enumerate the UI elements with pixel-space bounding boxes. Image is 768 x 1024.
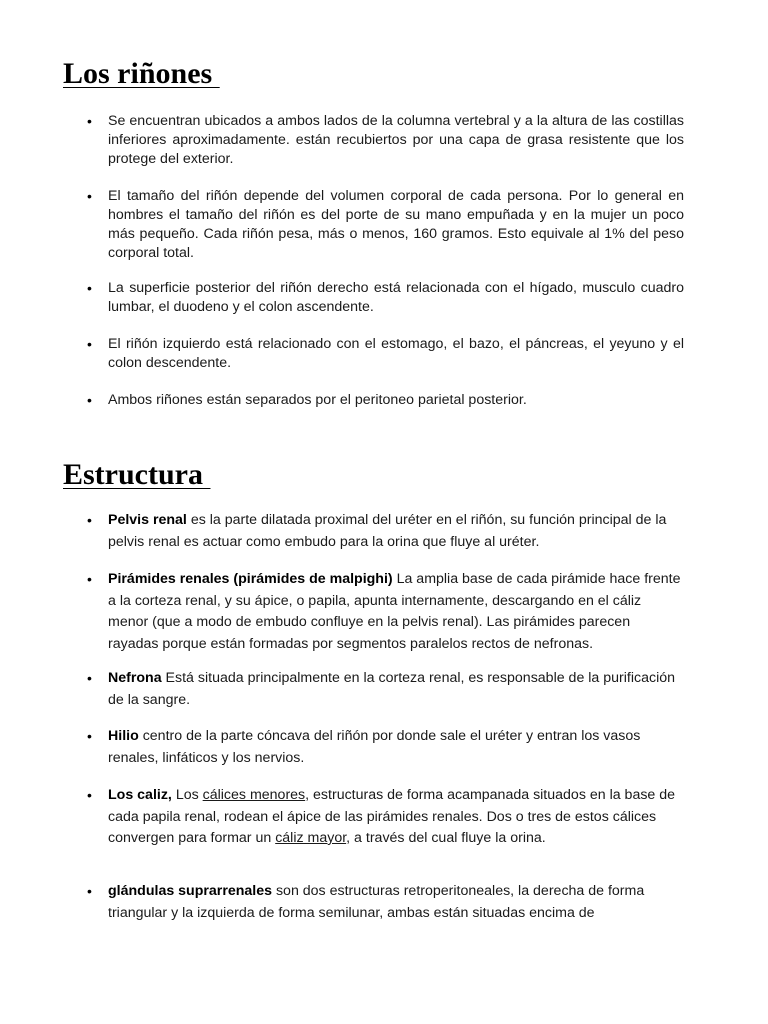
list-item: [108, 668, 684, 711]
term-nefrona: Nefrona: [108, 670, 162, 686]
list-item: [108, 569, 684, 655]
term-piramides-renales: Pirámides renales (pirámides de malpighi): [108, 571, 393, 587]
list-item: • El tamaño del riñón depende del volumen corporal de cada persona. Por lo general en hombres el tamaño del riñón es del porte de su mano empuñada y en la mujer un poco más pequeño. Cada riñón pesa, más o menos, 160 gramos. Esto equivale al 1% del peso corporal total.: [108, 187, 684, 263]
list-item: • Se encuentran ubicados a ambos lados de la columna vertebral y a la altura de las costillas inferiores aproximadamente. están recubiertos por una capa de grasa resistente que los protege del exterior.: [108, 112, 684, 169]
definition-text: , estructuras de forma acampanada situados en la base de cada papila renal, rodean el ápice de las pirámides renales. Dos o tres de estos cálices convergen para formar un: [108, 787, 676, 846]
term-glandulas-suprarrenales: glándulas suprarrenales: [108, 883, 273, 899]
link-calices-menores[interactable]: cálices menores: [202, 787, 306, 803]
list-item: • El riñón izquierdo está relacionado con el estomago, el bazo, el páncreas, el yeyuno y el colon descendente.: [108, 335, 684, 373]
definition-text: , a través del cual fluye la orina.: [346, 830, 546, 846]
term-los-caliz: Los caliz,: [108, 787, 172, 803]
list-item: [108, 510, 684, 553]
definition-text: centro de la parte cóncava del riñón por donde sale el uréter y entran los vasos renales, linfáticos y los nervios.: [108, 728, 641, 766]
term-pelvis-renal: Pelvis renal: [108, 512, 187, 528]
definition-text: Los: [171, 787, 203, 803]
term-hilio: Hilio: [108, 728, 139, 744]
link-caliz-mayor[interactable]: cáliz mayor: [275, 830, 347, 846]
definition-text: es la parte dilatada proximal del uréter en el riñón, su función principal de la pelvis renal es actuar como embudo para la orina que fluye al uréter.: [108, 512, 667, 550]
heading-los-rinones: Los riñones: [63, 57, 220, 90]
definition-text: La amplia base de cada pirámide hace frente a la corteza renal, y su ápice, o papila, apunta internamente, descargando en el cáliz menor (que a modo de embudo confluye en la pelvis renal). Las pirámides parecen rayadas porque están formadas por segmentos paralelos rectos de nefronas.: [108, 571, 681, 652]
list-item: • Ambos riñones están separados por el peritoneo parietal posterior.: [108, 391, 684, 410]
list-item: • La superficie posterior del riñón derecho está relacionada con el hígado, musculo cuadro lumbar, el duodeno y el colon ascendente.: [108, 279, 684, 317]
definition-text: Está situada principalmente en la corteza renal, es responsable de la purificación de la sangre.: [108, 670, 676, 708]
definition-text: son dos estructuras retroperitoneales, la derecha de forma triangular y la izquierda de forma semilunar, ambas están situadas encima de: [108, 883, 645, 921]
list-item: [108, 881, 684, 924]
list-item: [108, 726, 684, 769]
list-item: [108, 785, 684, 850]
heading-estructura: Estructura: [63, 458, 211, 491]
